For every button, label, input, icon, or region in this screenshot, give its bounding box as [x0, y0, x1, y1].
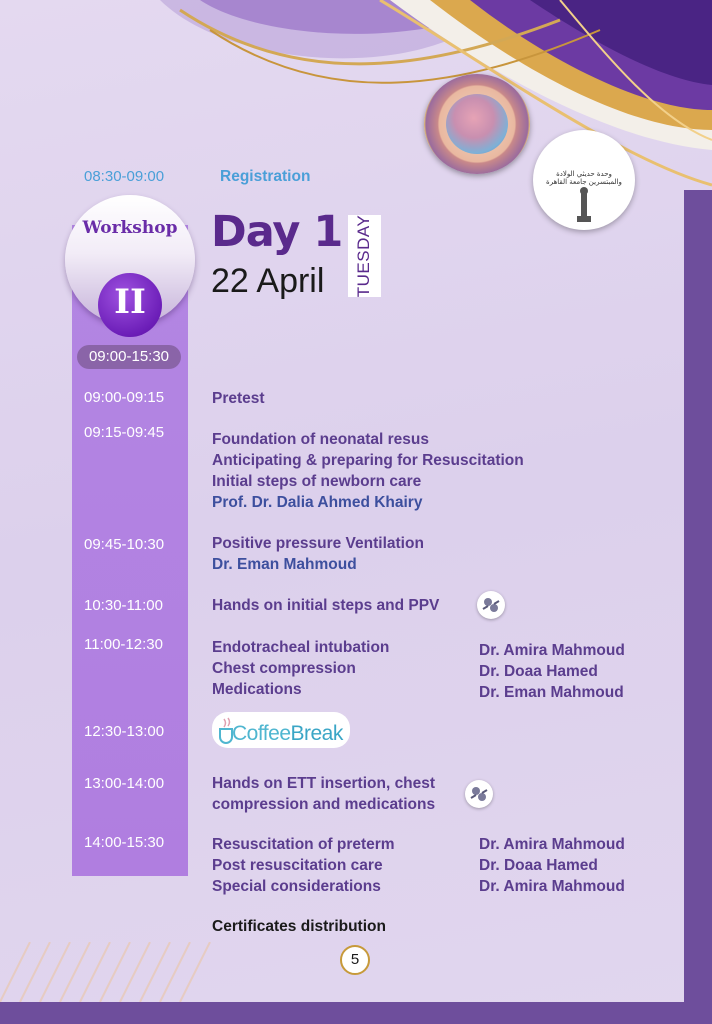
hands-on-icon-glyph	[477, 591, 505, 619]
session-time: 09:45-10:30	[84, 536, 165, 553]
doctor-name: Dr. Amira Mahmoud	[479, 836, 625, 853]
session-topic: Endotracheal intubation	[212, 639, 390, 656]
doctor-name: Dr. Amira Mahmoud	[479, 878, 625, 895]
session-topic: Resuscitation of preterm	[212, 836, 395, 853]
session-speaker: Prof. Dr. Dalia Ahmed Khairy	[212, 494, 423, 511]
session-topic: Initial steps of newborn care	[212, 473, 422, 490]
session-time: 14:00-15:30	[84, 834, 165, 851]
session-topics	[212, 388, 265, 409]
session-time: 10:30-11:00	[84, 597, 163, 614]
session-topic: Chest compression	[212, 660, 356, 677]
session-time: 12:30-13:00	[84, 723, 165, 740]
hands-on-icon	[477, 591, 505, 619]
session-time: 11:00-12:30	[84, 636, 163, 653]
day-title: Day 1	[211, 207, 343, 257]
session-time: 09:15-09:45	[84, 424, 165, 441]
right-border-band	[684, 190, 712, 1024]
decorative-stripes	[0, 942, 240, 1002]
registration-time: 08:30-09:00	[84, 168, 165, 185]
session-topic: Pretest	[212, 390, 265, 407]
doctor-name: Dr. Amira Mahmoud	[479, 642, 625, 659]
session-time: 13:00-14:00	[84, 775, 165, 792]
session-topic: Anticipating & preparing for Resuscitation	[212, 452, 524, 469]
tower-icon	[577, 186, 591, 222]
egyptian-association-logo	[424, 74, 530, 174]
hands-on-icon-glyph	[465, 780, 493, 808]
day-date: 22 April	[211, 262, 325, 300]
session-topics	[212, 429, 524, 513]
doctor-name: Dr. Doaa Hamed	[479, 663, 598, 680]
session-topics	[212, 595, 439, 616]
session-topic: Hands on initial steps and PPV	[212, 597, 440, 614]
coffee-word: Coffee	[232, 722, 291, 745]
session-topic: Foundation of neonatal resus	[212, 431, 430, 448]
session-topics	[212, 834, 395, 897]
session-topic: Hands on ETT insertion, chest	[212, 775, 436, 792]
session-topics	[212, 533, 424, 575]
workshop-label: Workshop	[82, 218, 178, 238]
session-topic: Post resuscitation care	[212, 857, 383, 874]
session-speaker: Dr. Eman Mahmoud	[212, 556, 357, 573]
logo-arabic-text: وحدة حديثي الولادة والمبتسرين جامعة القاهرة	[546, 170, 622, 186]
session-time: 09:00-09:15	[84, 389, 165, 406]
session-doctors	[479, 834, 625, 897]
registration-label: Registration	[220, 168, 311, 185]
workshop-number: II	[114, 282, 146, 322]
session-doctors	[479, 640, 625, 703]
workshop-time-range: 09:00-15:30	[77, 345, 181, 369]
session-topic: Special considerations	[212, 878, 381, 895]
session-topics	[212, 637, 389, 700]
session-topics	[212, 773, 435, 815]
coffee-break-label	[232, 722, 343, 746]
weekday-label: TUESDAY	[354, 214, 373, 298]
session-topic: compression and medications	[212, 796, 436, 813]
bottom-border-band	[0, 1002, 712, 1024]
certificates-distribution: Certificates distribution	[212, 918, 386, 935]
session-topic: Medications	[212, 681, 302, 698]
doctor-name: Dr. Doaa Hamed	[479, 857, 598, 874]
university-unit-logo	[533, 130, 635, 230]
page-number: 5	[350, 951, 360, 968]
logo-emblem	[446, 94, 508, 154]
break-word: Break	[290, 722, 343, 745]
doctor-name: Dr. Eman Mahmoud	[479, 684, 624, 701]
session-topic: Positive pressure Ventilation	[212, 535, 424, 552]
hands-on-icon	[465, 780, 493, 808]
